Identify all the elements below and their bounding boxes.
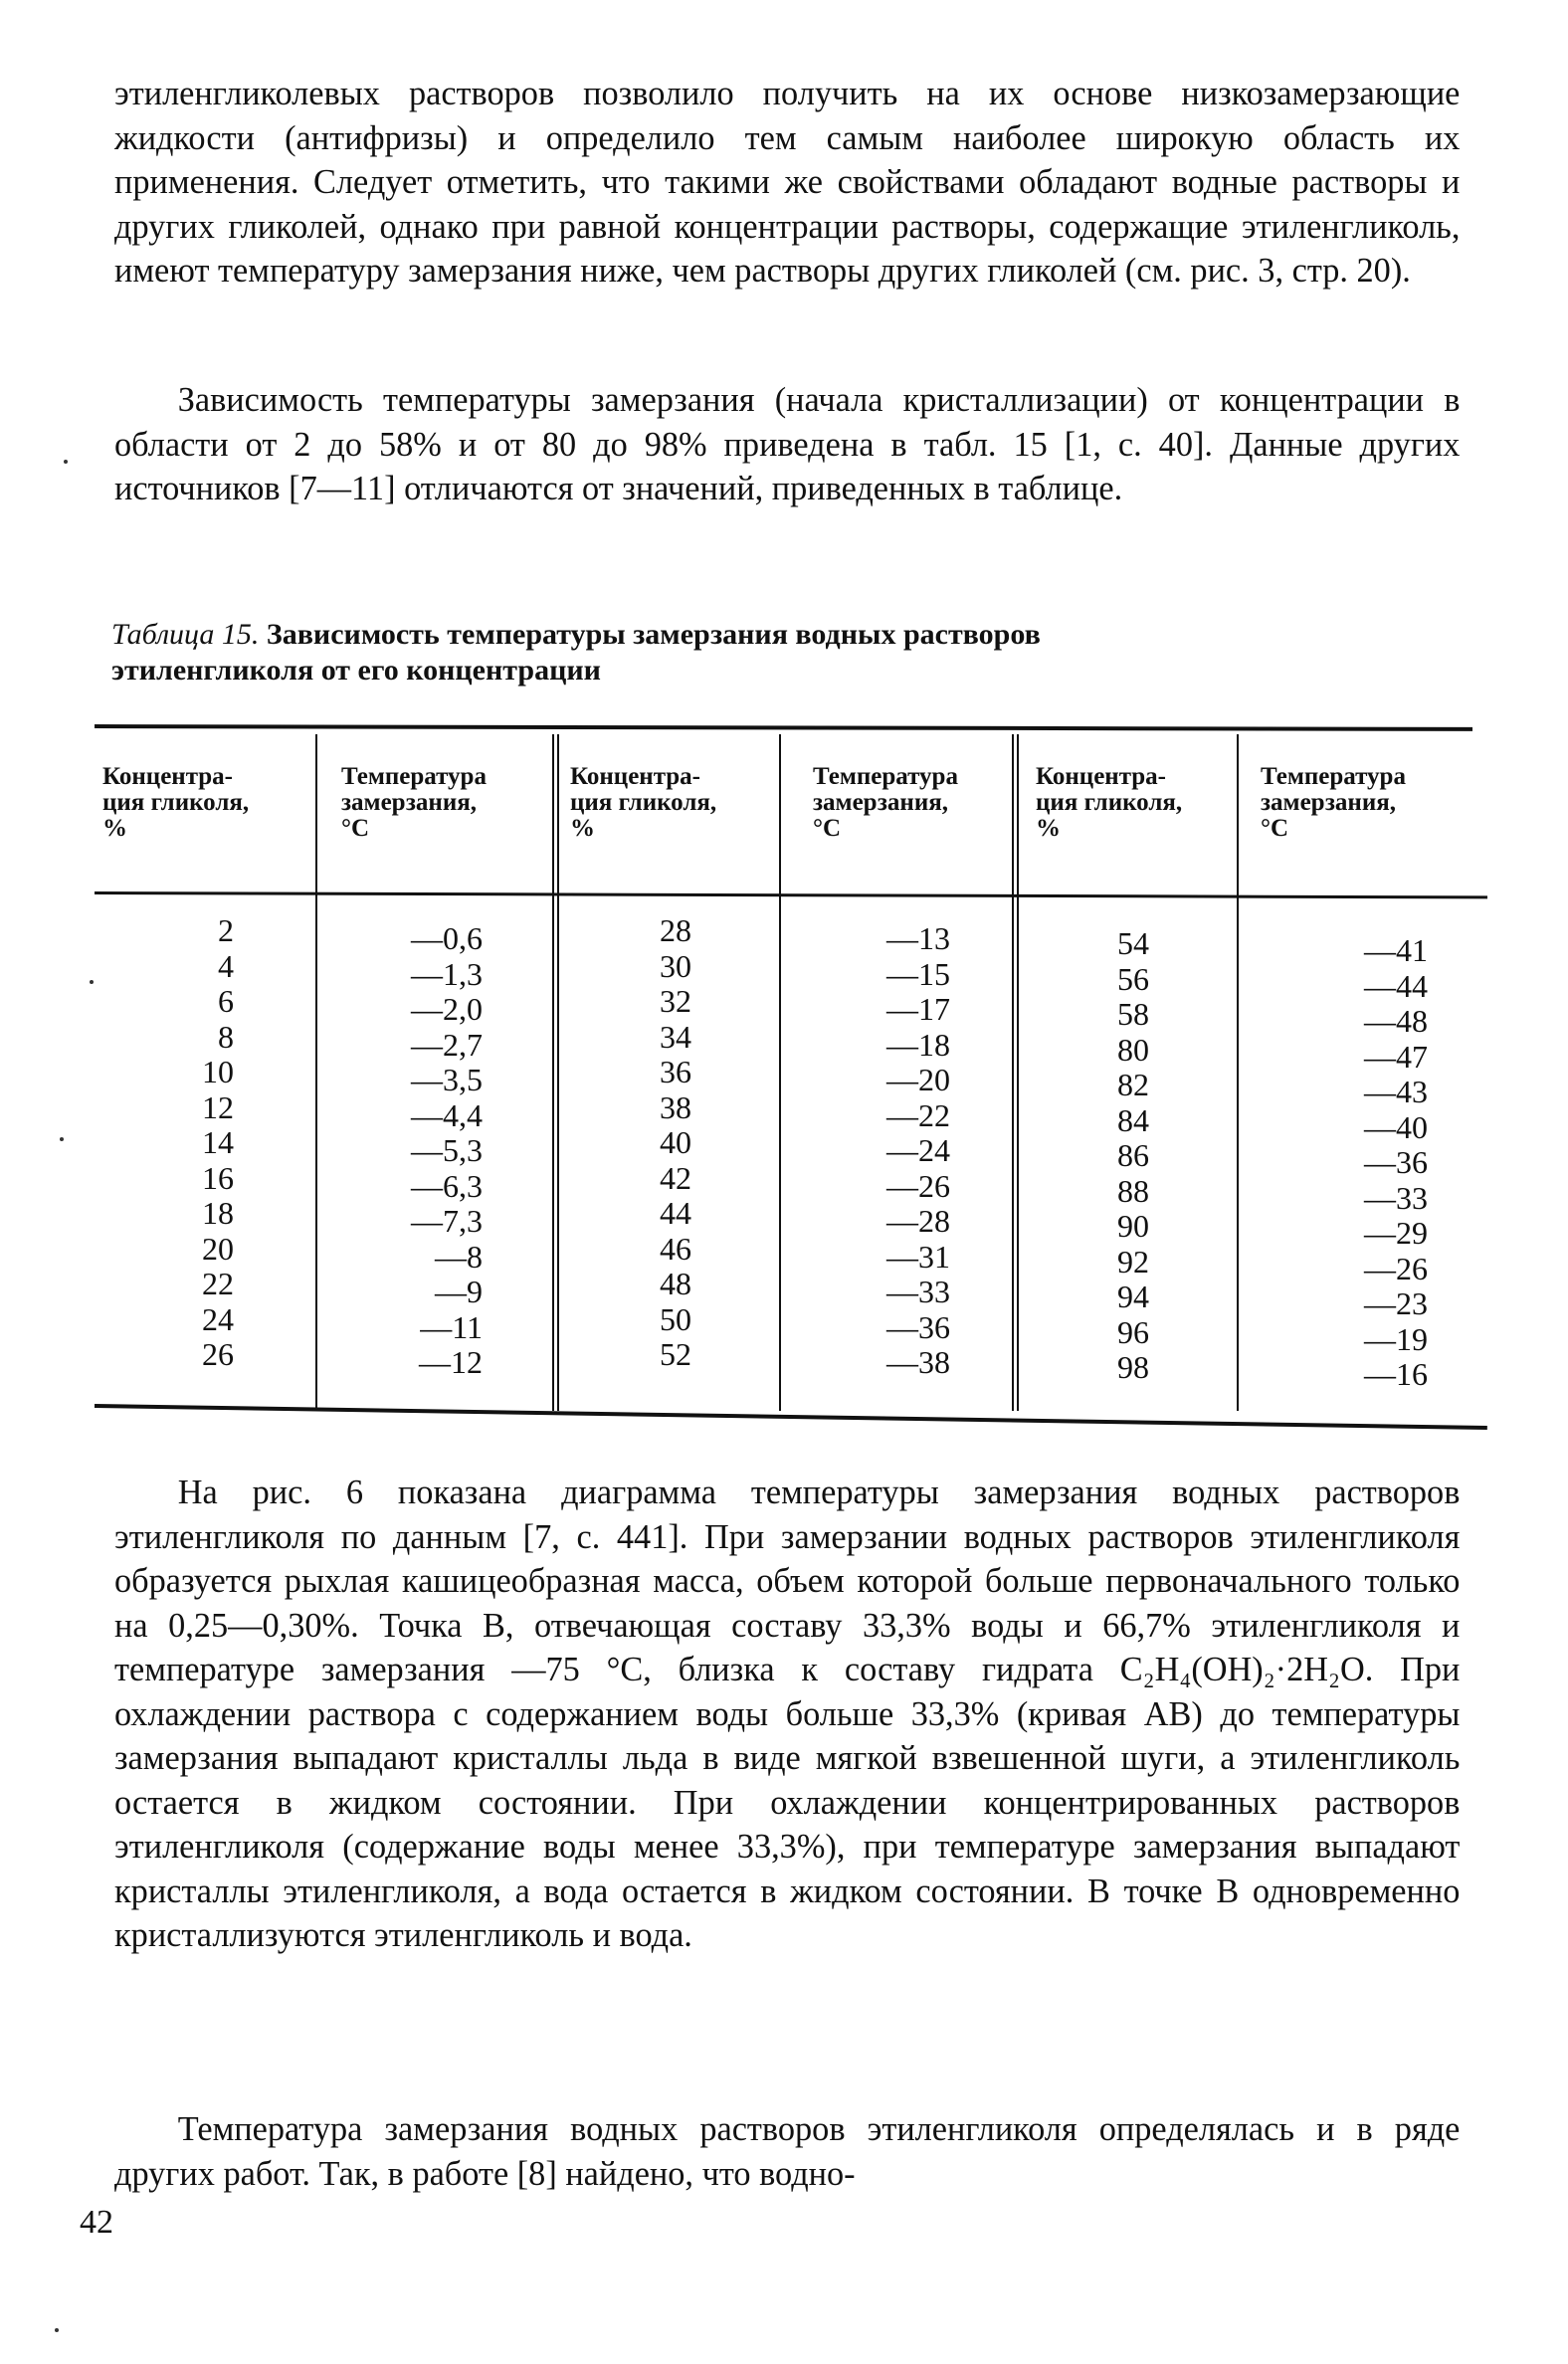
table-cell: —44 [1364,967,1428,1004]
column-concentration-2 [642,913,691,1373]
column-temperature-2 [851,921,950,1381]
table-cell: 42 [660,1159,691,1196]
table-cell: —4,4 [411,1096,483,1133]
paragraph-table-reference [114,378,1460,511]
column-divider [315,734,317,1411]
column-temperature-1 [373,921,483,1381]
header-concentration-1: Концентра- ция гликоля, % [102,763,250,842]
table-cell: —41 [1364,932,1428,968]
table-cell: —0,6 [411,920,483,956]
table-cell: —7,3 [411,1203,483,1239]
column-divider-double [552,734,559,1411]
table-cell: —36 [886,1308,950,1345]
table-cell: —5,3 [411,1132,483,1168]
table-cell: 40 [660,1124,691,1160]
table-cell: —2,0 [411,991,483,1027]
table-cell: 28 [660,912,691,948]
table-cell: 36 [660,1054,691,1089]
column-temperature-3 [1328,933,1428,1393]
table-cell: —12 [419,1344,483,1380]
table-cell: 52 [660,1336,691,1372]
table-cell: —15 [886,955,950,992]
paragraph-diagram-description [114,1471,1460,1958]
table-cell: —48 [1364,1003,1428,1039]
page-number: 42 [80,2204,113,2241]
table-cell: 14 [202,1124,234,1160]
table-cell: —33 [886,1274,950,1309]
table-cell: 24 [202,1300,234,1337]
table-cell: 58 [1117,996,1149,1032]
table-cell: 54 [1117,925,1149,961]
table-cell: —11 [420,1308,483,1345]
table-cell: 30 [660,947,691,984]
paragraph-text: Температура замерзания водных растворов этиленгликоля определялась и в ряде других работ. Так, в работе [8] найдено, что водно- [114,2109,1461,2193]
header-concentration-3: Концентра- ция гликоля, % [1036,763,1183,842]
table-caption-text: Зависимость температуры замерзания водных растворов этиленгликоля от его концентрации [111,618,1041,687]
table-cell: 46 [660,1230,691,1267]
table-cell: 50 [660,1300,691,1337]
column-divider [779,734,781,1411]
table-cell: 20 [202,1230,234,1267]
table-cell: 98 [1117,1349,1149,1385]
table-cell: —33 [1364,1179,1428,1216]
table-cell: 96 [1117,1313,1149,1350]
scan-speck [55,2328,59,2332]
table-cell: —28 [886,1203,950,1239]
table-cell: —36 [1364,1144,1428,1180]
table-cell: 80 [1117,1031,1149,1068]
table-cell: —3,5 [411,1062,483,1097]
table-cell: 92 [1117,1243,1149,1280]
column-divider [1237,734,1239,1411]
table-cell: —8 [435,1238,483,1275]
table-cell: 86 [1117,1137,1149,1173]
table-cell: —38 [886,1344,950,1380]
paragraph-text: На рис. 6 показана диаграмма температуры замерзания водных растворов этиленгликоля по данным [7, с. 441]. При замерзании водных растворов этиленгликоля образуется рыхлая кашицеобразная масса, объем которой больше первоначального только на 0,25—0,30%. Точка B, отвечающая составу 33,3% воды и 66,7% этиленгликоля и температуре замерзания —75 °С, близка к составу гидрата C₂H₄(OH)₂·2H₂O. При охлаждении раствора с содержанием воды больше 33,3% (кривая AB) до температуры замерзания выпадают кристаллы льда в виде мягкой взвешенной шуги, а этиленгликоль остается в жидком состоянии. При охлаждении концентрированных растворов этиленгликоля (содержание воды менее 33,3%), при температуре замерзания выпадают кристаллы этиленгликоля, а вода остается в жидком состоянии. В точке B одновременно кристаллизуются этиленгликоль и вода. [114,1473,1461,1954]
table-cell: 38 [660,1088,691,1125]
table-cell: —26 [886,1167,950,1204]
table-cell: 44 [660,1195,691,1231]
table-cell: 8 [218,1018,234,1055]
table-cell: 82 [1117,1067,1149,1102]
column-divider-double [1012,734,1019,1411]
table-cell: 88 [1117,1172,1149,1209]
table-cell: 26 [202,1336,234,1372]
table-cell: 32 [660,983,691,1019]
header-temperature-1: Температура замерзания, °С [341,763,487,842]
table-cell: —2,7 [411,1026,483,1063]
paragraph-text: этиленгликолевых растворов позволило получить на их основе низкозамерзающие жидкости (антифризы) и определило тем самым наиболее широкую область их применения. Следует отметить, что такими же свойствами обладают водные растворы и других гликолей, однако при равной концентрации растворы, содержащие этиленгликоль, имеют температуру замерзания ниже, чем растворы других гликолей (см. рис. 3, стр. 20). [114,74,1461,290]
table-bottom-rule [95,1404,1487,1430]
table-cell: 84 [1117,1101,1149,1138]
table-cell: 48 [660,1266,691,1301]
table-top-rule [95,724,1472,731]
table-cell: —29 [1364,1215,1428,1251]
table-cell: 6 [218,983,234,1019]
paragraph-intro [114,72,1460,294]
table-cell: —9 [435,1274,483,1309]
table-cell: 22 [202,1266,234,1301]
scan-speck [64,460,68,464]
column-concentration-3 [1099,926,1149,1386]
table-cell: —18 [886,1026,950,1063]
table-cell: —43 [1364,1074,1428,1109]
table-cell: —47 [1364,1038,1428,1075]
table-cell: —20 [886,1062,950,1097]
table-cell: 16 [202,1159,234,1196]
table-cell: —40 [1364,1108,1428,1145]
table-cell: 18 [202,1195,234,1231]
paragraph-other-works [114,2107,1460,2196]
table-cell: 4 [218,947,234,984]
table-cell: 10 [202,1054,234,1089]
table-cell: —6,3 [411,1167,483,1204]
table-cell: 90 [1117,1208,1149,1244]
table-cell: 56 [1117,960,1149,997]
table-cell: —22 [886,1096,950,1133]
table-cell: —19 [1364,1320,1428,1357]
scan-speck [90,980,94,984]
table-cell: —16 [1364,1356,1428,1392]
table-cell: —17 [886,991,950,1027]
table-cell: —26 [1364,1250,1428,1286]
table-cell: 12 [202,1088,234,1125]
table-cell: —23 [1364,1285,1428,1321]
table-cell: —31 [886,1238,950,1275]
scan-speck [60,1137,64,1141]
table-cell: —1,3 [411,955,483,992]
table-cell: 2 [218,912,234,948]
table-cell: 94 [1117,1279,1149,1314]
table-cell: —24 [886,1132,950,1168]
table-caption-lead: Таблица 15. [111,618,260,651]
freezing-point-table [95,724,1507,1421]
table-caption [111,617,1206,689]
header-concentration-2: Концентра- ция гликоля, % [570,763,717,842]
table-cell: 34 [660,1018,691,1055]
paragraph-text: Зависимость температуры замерзания (начала кристаллизации) от концентрации в области от 2 до 58% и от 80 до 98% приведена в табл. 15 [1, с. 40]. Данные других источников [7—11] отличаются от значений, приведенных в таблице. [114,380,1461,507]
header-temperature-3: Температура замерзания, °С [1261,763,1406,842]
table-cell: —13 [886,920,950,956]
header-temperature-2: Температура замерзания, °С [813,763,958,842]
column-concentration-1 [184,913,234,1373]
table-header-rule [95,891,1487,898]
